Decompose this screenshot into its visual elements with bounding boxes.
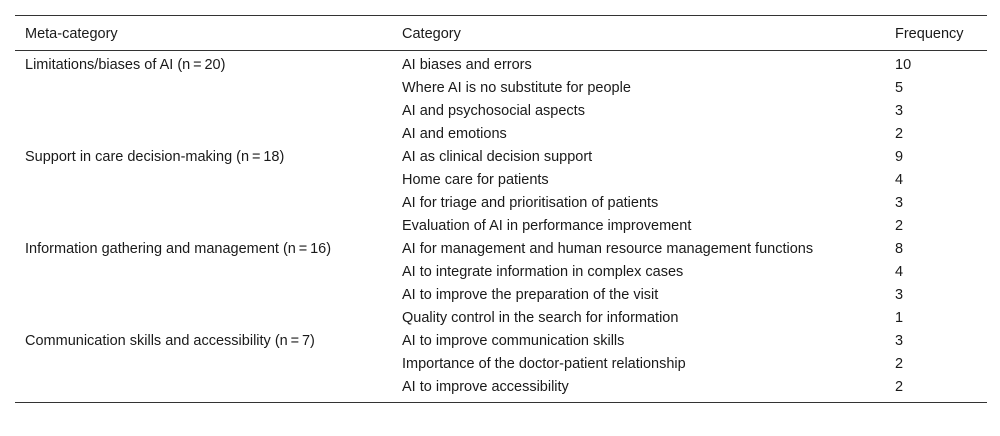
- cell-category: Quality control in the search for information: [402, 310, 679, 326]
- cell-frequency: 10: [895, 57, 912, 73]
- cell-category: Evaluation of AI in performance improvement: [402, 218, 692, 234]
- frequency-table-container: [15, 15, 987, 403]
- cell-frequency: 4: [895, 172, 904, 188]
- table-row: [15, 307, 987, 330]
- cell-meta-category: [15, 353, 392, 376]
- table-row: [15, 330, 987, 353]
- cell-meta-category: Limitations/biases of AI (n = 20): [25, 57, 226, 73]
- cell-category: AI biases and errors: [402, 57, 532, 73]
- cell-category: Where AI is no substitute for people: [402, 80, 631, 96]
- cell-category: Home care for patients: [402, 172, 549, 188]
- cell-category: AI to integrate information in complex cases: [402, 264, 684, 280]
- table-row: [15, 192, 987, 215]
- cell-frequency: 2: [885, 376, 987, 403]
- cell-meta-category: Support in care decision-making (n = 18): [25, 149, 285, 165]
- cell-frequency: 3: [895, 287, 904, 303]
- cell-meta-category: [15, 307, 392, 330]
- cell-meta-category: [15, 284, 392, 307]
- cell-frequency: 4: [895, 264, 904, 280]
- table-row: [15, 123, 987, 146]
- cell-frequency: 3: [895, 103, 904, 119]
- cell-frequency: 2: [895, 126, 904, 142]
- table-row: [15, 376, 987, 403]
- cell-frequency: 3: [895, 333, 904, 349]
- table-row: [15, 169, 987, 192]
- cell-meta-category: [15, 123, 392, 146]
- cell-meta-category: [15, 192, 392, 215]
- cell-category: AI to improve communication skills: [402, 333, 625, 349]
- table-body: [15, 51, 987, 403]
- table-row: [15, 77, 987, 100]
- cell-frequency: 2: [895, 356, 904, 372]
- cell-category: AI for triage and prioritisation of patients: [402, 195, 659, 211]
- frequency-table: [15, 15, 987, 403]
- table-row: [15, 284, 987, 307]
- table-row: [15, 100, 987, 123]
- table-row: [15, 146, 987, 169]
- cell-meta-category: Communication skills and accessibility (n = 7): [25, 333, 315, 349]
- cell-frequency: 8: [895, 241, 904, 257]
- cell-frequency: 1: [895, 310, 904, 326]
- cell-frequency: 9: [895, 149, 904, 165]
- column-header-category: Category: [392, 16, 885, 51]
- cell-category: AI and emotions: [402, 126, 507, 142]
- cell-meta-category: [15, 261, 392, 284]
- cell-meta-category: [15, 100, 392, 123]
- header-row: [15, 16, 987, 51]
- cell-category: AI for management and human resource management functions: [402, 241, 814, 257]
- cell-category: Importance of the doctor-patient relationship: [402, 356, 686, 372]
- cell-meta-category: [15, 215, 392, 238]
- table-row: [15, 353, 987, 376]
- cell-category: AI to improve accessibility: [392, 376, 885, 403]
- cell-meta-category: [15, 169, 392, 192]
- cell-frequency: 2: [895, 218, 904, 234]
- cell-category: AI to improve the preparation of the visit: [402, 287, 659, 303]
- table-row: [15, 261, 987, 284]
- column-header-frequency: Frequency: [885, 16, 987, 51]
- cell-category: AI as clinical decision support: [402, 149, 593, 165]
- table-header: [15, 16, 987, 51]
- table-row: [15, 238, 987, 261]
- cell-meta-category: [15, 77, 392, 100]
- cell-meta-category: [15, 376, 392, 403]
- column-header-meta-category: Meta-category: [15, 16, 392, 51]
- table-row: [15, 51, 987, 78]
- cell-frequency: 5: [895, 80, 904, 96]
- cell-meta-category: Information gathering and management (n = 16): [25, 241, 332, 257]
- table-row: [15, 215, 987, 238]
- cell-frequency: 3: [895, 195, 904, 211]
- cell-category: AI and psychosocial aspects: [402, 103, 585, 119]
